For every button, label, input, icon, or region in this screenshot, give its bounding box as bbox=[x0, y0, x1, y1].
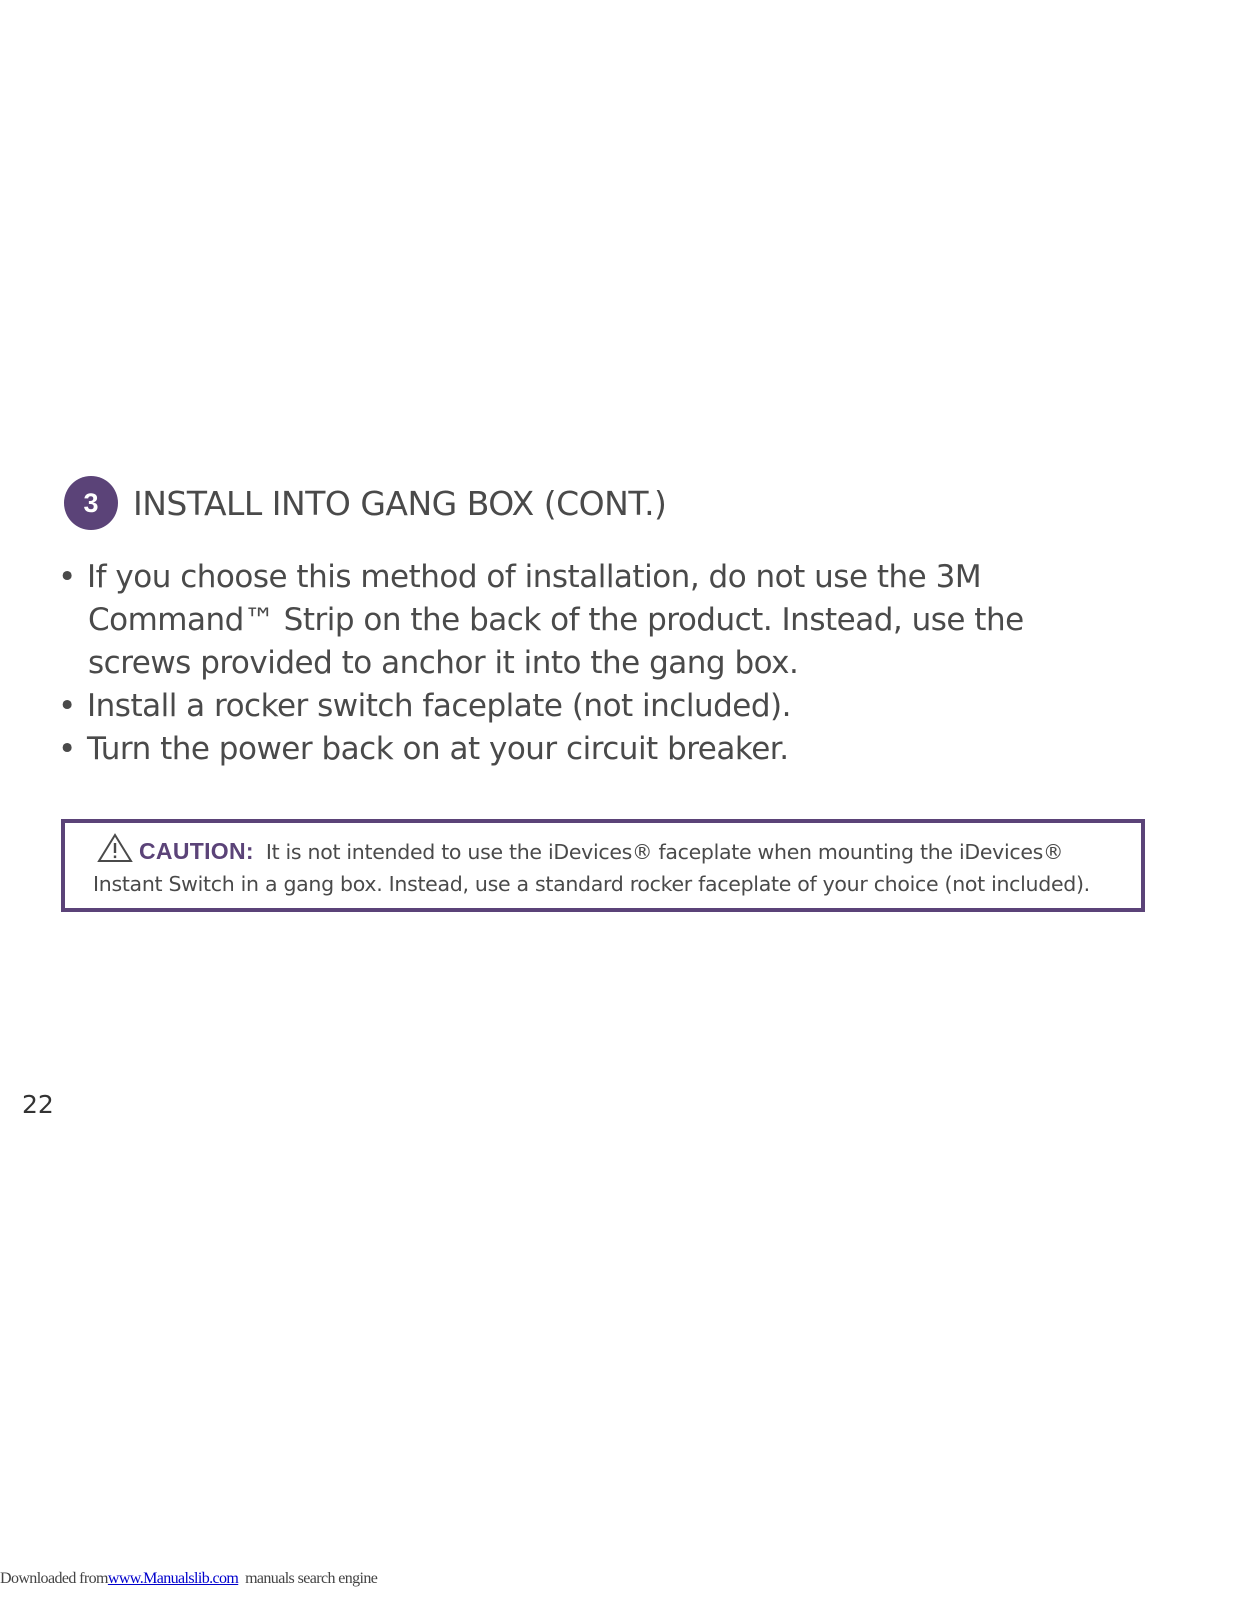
footer-suffix: manuals search engine bbox=[245, 1570, 378, 1587]
footer-prefix: Downloaded from bbox=[0, 1570, 108, 1587]
list-item bbox=[58, 685, 1168, 728]
list-item bbox=[58, 556, 1168, 685]
step-header bbox=[64, 476, 666, 530]
bullet-marker: • bbox=[58, 688, 76, 724]
section-title: INSTALL INTO GANG BOX (CONT.) bbox=[133, 483, 667, 523]
list-item bbox=[58, 728, 1168, 771]
list-item-line: Install a rocker switch faceplate (not included). bbox=[87, 688, 791, 724]
bullet-marker: • bbox=[58, 731, 76, 767]
page-number: 22 bbox=[22, 1090, 54, 1119]
caution-text-line2: Instant Switch in a gang box. Instead, use a standard rocker faceplate of your choice (not included). bbox=[93, 872, 1090, 896]
list-item-line: Turn the power back on at your circuit breaker. bbox=[87, 731, 789, 767]
bullet-marker: • bbox=[58, 559, 76, 595]
instruction-list bbox=[58, 556, 1168, 771]
caution-text: It is not intended to use the iDevices® faceplate when mounting the iDevices® bbox=[265, 840, 1064, 864]
warning-triangle-icon bbox=[97, 833, 133, 863]
caution-box bbox=[61, 819, 1145, 912]
list-item-line: If you choose this method of installation, do not use the 3M bbox=[87, 559, 982, 595]
list-item-line: Command™ Strip on the back of the product. Instead, use the bbox=[88, 602, 1024, 638]
list-item-line: screws provided to anchor it into the gang box. bbox=[88, 645, 799, 681]
step-number-badge: 3 bbox=[64, 476, 118, 530]
footer bbox=[0, 1570, 377, 1588]
manualslib-link[interactable]: www.Manualslib.com bbox=[107, 1570, 239, 1587]
caution-line bbox=[93, 833, 1131, 868]
caution-label: CAUTION: bbox=[139, 838, 254, 864]
